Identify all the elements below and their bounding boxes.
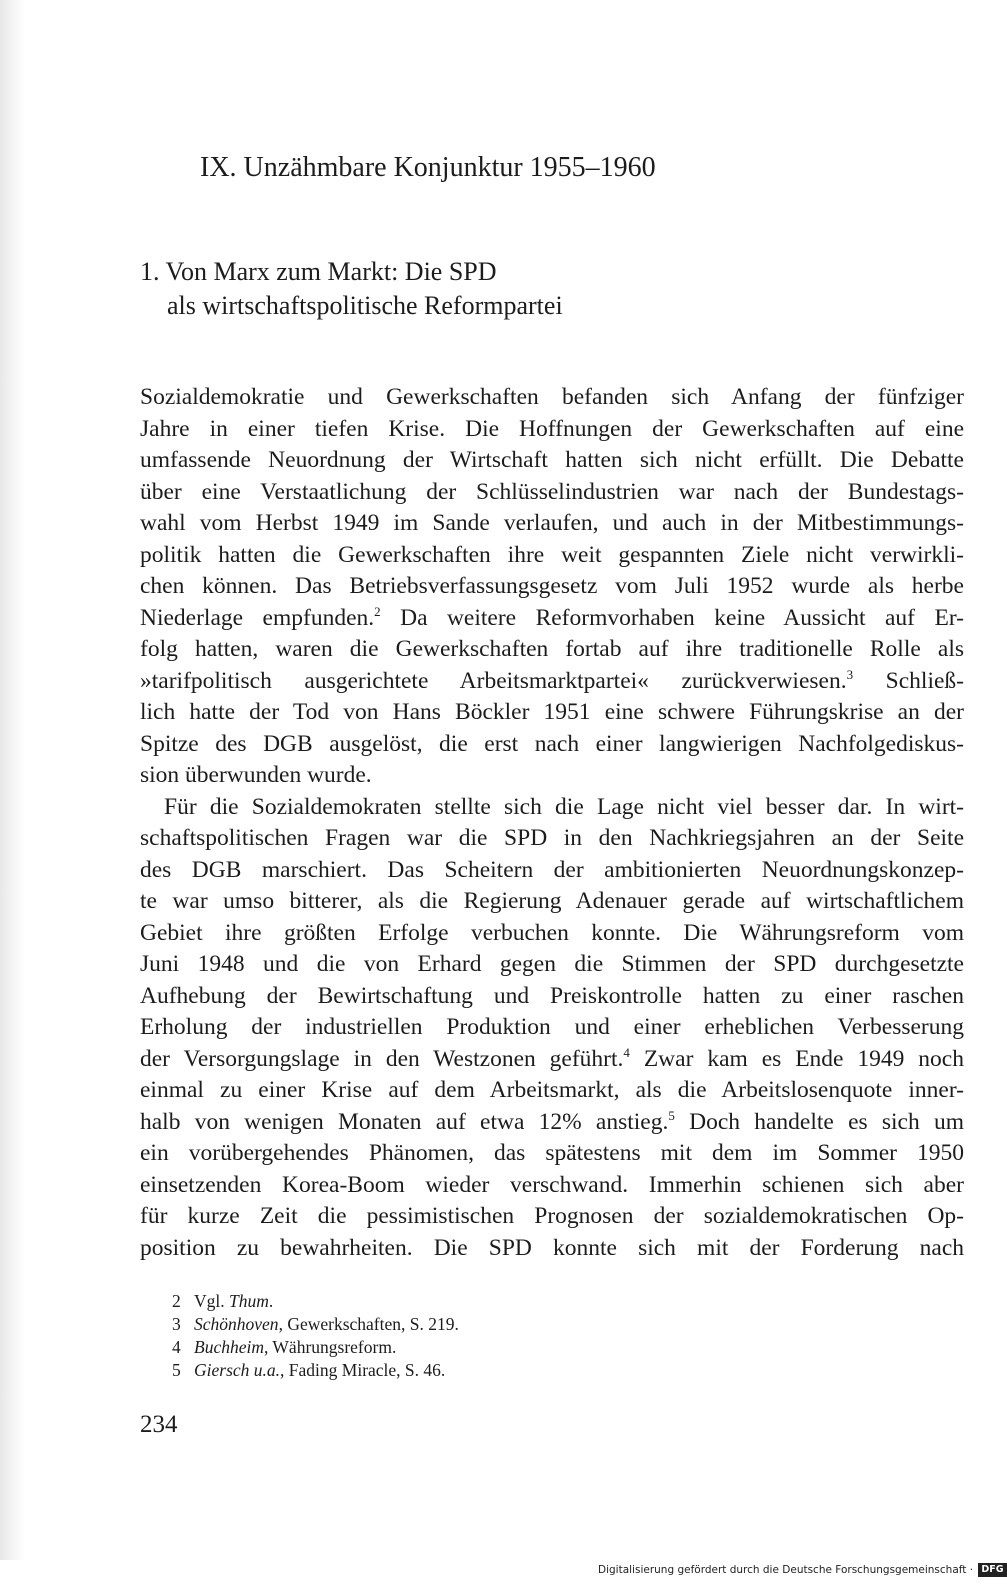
footnote-text: , Gewerkschaften, S. 219. bbox=[278, 1314, 459, 1334]
footnotes bbox=[172, 1290, 772, 1382]
chapter-title: IX. Unzähmbare Konjunktur 1955–1960 bbox=[200, 152, 656, 183]
footnote bbox=[172, 1336, 772, 1359]
text-line: einsetzenden Korea-Boom wieder verschwand. Immerhin schienen sich aber bbox=[140, 1171, 964, 1198]
text-segment: Schließ- bbox=[853, 667, 964, 694]
text-segment: halb von wenigen Monaten auf etwa 12% anstieg. bbox=[140, 1108, 669, 1135]
text-line: sion überwunden wurde. bbox=[140, 762, 372, 788]
footnote-number: 4 bbox=[172, 1337, 181, 1357]
text-line: Juni 1948 und die von Erhard gegen die Stimmen der SPD durchgesetzte bbox=[140, 951, 964, 977]
footnote-author: Thum bbox=[229, 1291, 269, 1311]
footnote-text: , Fading Miracle, S. 46. bbox=[280, 1360, 446, 1380]
footnote-text: . bbox=[268, 1291, 274, 1311]
section-title-line: 1. Von Marx zum Markt: Die SPD bbox=[140, 257, 497, 286]
text-line: einmal zu einer Krise auf dem Arbeitsmarkt, als die Arbeitslosenquote inner- bbox=[140, 1077, 964, 1103]
text-line: position zu bewahrheiten. Die SPD konnte sich mit der Forderung nach bbox=[140, 1234, 964, 1261]
text-segment: »tarifpolitisch ausgerichtete Arbeitsmarktpartei« zurückverwiesen. bbox=[140, 667, 847, 694]
footnote bbox=[172, 1313, 772, 1336]
footnote-text: , Währungsreform. bbox=[263, 1337, 397, 1357]
digitization-notice bbox=[598, 1560, 1004, 1580]
footnote-ref: 3 bbox=[846, 666, 854, 682]
text-line bbox=[140, 666, 964, 698]
footnote-ref: 5 bbox=[668, 1107, 675, 1123]
footnote-author: Buchheim bbox=[194, 1337, 264, 1357]
text-line bbox=[140, 1044, 964, 1076]
footnote-text: Vgl. bbox=[194, 1291, 229, 1311]
text-line: über eine Verstaatlichung der Schlüsselindustrien war nach der Bundestags- bbox=[140, 478, 964, 505]
section-title bbox=[140, 255, 780, 323]
text-segment: Zwar kam es Ende 1949 noch bbox=[629, 1045, 964, 1072]
text-line: Spitze des DGB ausgelöst, die erst nach einer langwierigen Nachfolgediskus- bbox=[140, 730, 964, 757]
text-segment: der Versorgungslage in den Westzonen geführt. bbox=[140, 1045, 624, 1072]
text-line: lich hatte der Tod von Hans Böckler 1951 eine schwere Führungskrise an der bbox=[140, 699, 964, 725]
text-line bbox=[140, 603, 964, 635]
footnote-number: 3 bbox=[172, 1314, 181, 1334]
text-segment: Niederlage empfunden. bbox=[140, 604, 375, 631]
footnote-number: 5 bbox=[172, 1360, 181, 1380]
text-line: schaftspolitischen Fragen war die SPD in den Nachkriegsjahren an der Seite bbox=[140, 825, 964, 851]
text-line: Erholung der industriellen Produktion und einer erheblichen Verbesserung bbox=[140, 1014, 964, 1040]
text-line: te war umso bitterer, als die Regierung Adenauer gerade auf wirtschaftlichem bbox=[140, 888, 964, 914]
footnote-ref: 4 bbox=[623, 1044, 630, 1060]
text-line: Gebiet ihre größten Erfolge verbuchen konnte. Die Währungsreform vom bbox=[140, 919, 964, 946]
footnote bbox=[172, 1290, 772, 1313]
text-line: Aufhebung der Bewirtschaftung und Preiskontrolle hatten zu einer raschen bbox=[140, 982, 964, 1009]
text-line: Für die Sozialdemokraten stellte sich die Lage nicht viel besser dar. In wirt- bbox=[164, 793, 964, 820]
text-line: umfassende Neuordnung der Wirtschaft hatten sich nicht erfüllt. Die Debatte bbox=[140, 447, 964, 473]
digitization-notice-text: Digitalisierung gefördert durch die Deutsche Forschungsgemeinschaft · bbox=[598, 1564, 974, 1576]
text-line: wahl vom Herbst 1949 im Sande verlaufen, und auch in der Mitbestimmungs- bbox=[140, 510, 964, 536]
page-number: 234 bbox=[140, 1411, 178, 1438]
text-line bbox=[140, 1107, 964, 1139]
footnote-author: Schönhoven bbox=[194, 1314, 279, 1334]
body-text bbox=[140, 382, 964, 1264]
scan-page-edge bbox=[0, 0, 26, 1560]
text-line: folg hatten, waren die Gewerkschaften fortab auf ihre traditionelle Rolle als bbox=[140, 636, 964, 662]
text-line: ein vorübergehendes Phänomen, das spätestens mit dem im Sommer 1950 bbox=[140, 1140, 964, 1166]
footnote bbox=[172, 1359, 772, 1382]
footnote-number: 2 bbox=[172, 1291, 181, 1311]
text-line: für kurze Zeit die pessimistischen Prognosen der sozialdemokratischen Op- bbox=[140, 1203, 964, 1229]
section-title-line: als wirtschaftspolitische Reformpartei bbox=[167, 291, 563, 320]
dfg-logo: DFG bbox=[978, 1563, 1006, 1577]
footnote-author: Giersch u.a. bbox=[194, 1360, 281, 1380]
text-segment: Doch handelte es sich um bbox=[674, 1108, 964, 1135]
text-line: Jahre in einer tiefen Krise. Die Hoffnungen der Gewerkschaften auf eine bbox=[140, 415, 964, 442]
text-line: des DGB marschiert. Das Scheitern der ambitionierten Neuordnungskonzep- bbox=[140, 856, 964, 883]
text-line: politik hatten die Gewerkschaften ihre weit gespannten Ziele nicht verwirkli- bbox=[140, 541, 964, 568]
text-segment: Da weitere Reformvorhaben keine Aussicht auf Er- bbox=[380, 604, 965, 631]
text-line: Sozialdemokratie und Gewerkschaften befanden sich Anfang der fünfziger bbox=[140, 384, 964, 410]
text-line: chen können. Das Betriebsverfassungsgesetz vom Juli 1952 wurde als herbe bbox=[140, 573, 964, 599]
footnote-ref: 2 bbox=[374, 603, 381, 619]
